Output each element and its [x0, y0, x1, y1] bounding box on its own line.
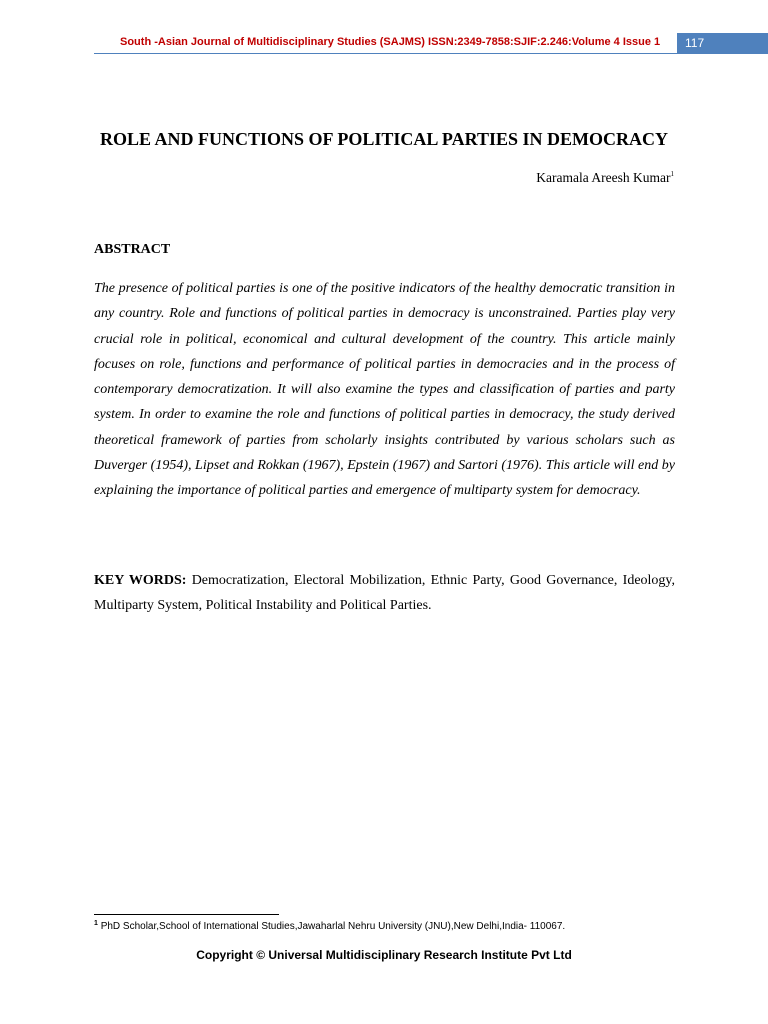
keywords-label: KEY WORDS: [94, 573, 187, 588]
keywords-text: Democratization, Electoral Mobilization, Ethnic Party, Good Governance, Ideology, Multiparty System, Political Instability and Political Parties. [94, 573, 676, 613]
author-line [536, 170, 674, 186]
footnote-mark: 1 [94, 920, 98, 927]
footnote-text: PhD Scholar,School of International Studies,Jawaharlal Nehru University (JNU),New Delhi,India- 110067. [100, 921, 566, 932]
abstract-text: The presence of political parties is one of the positive indicators of the healthy democratic transition in any country. Role and functions of political parties in democracy is unconstrained. Parties play very crucial role in political, economical and cultural development of the country. This article mainly focuses on role, functions and performance of political parties in democracies and in the process of contemporary democratization. It will also examine the types and classification of parties and party system. In order to examine the role and functions of political parties in democracy, the study derived theoretical framework of parties from scholarly insights contributed by various scholars such as Duverger (1954), Lipset and Rokkan (1967), Epstein (1967) and Sartori (1976). This article will end by explaining the importance of political parties and emergence of multiparty system for democracy. [94, 281, 675, 499]
header-rule [94, 53, 768, 54]
footnote [94, 920, 565, 932]
page-number: 117 [677, 33, 768, 53]
footnote-rule [94, 914, 279, 915]
author-name: Karamala Areesh Kumar [536, 170, 671, 185]
copyright-footer: Copyright © Universal Multidisciplinary Research Institute Pvt Ltd [196, 948, 572, 962]
journal-header: South -Asian Journal of Multidisciplinary Studies (SAJMS) ISSN:2349-7858:SJIF:2.246:Volume 4 Issue 1 [120, 36, 661, 48]
abstract-heading: ABSTRACT [94, 242, 171, 257]
author-footnote-mark: 1 [670, 170, 674, 178]
article-title: ROLE AND FUNCTIONS OF POLITICAL PARTIES IN DEMOCRACY [100, 129, 668, 149]
keywords-paragraph [94, 568, 675, 618]
